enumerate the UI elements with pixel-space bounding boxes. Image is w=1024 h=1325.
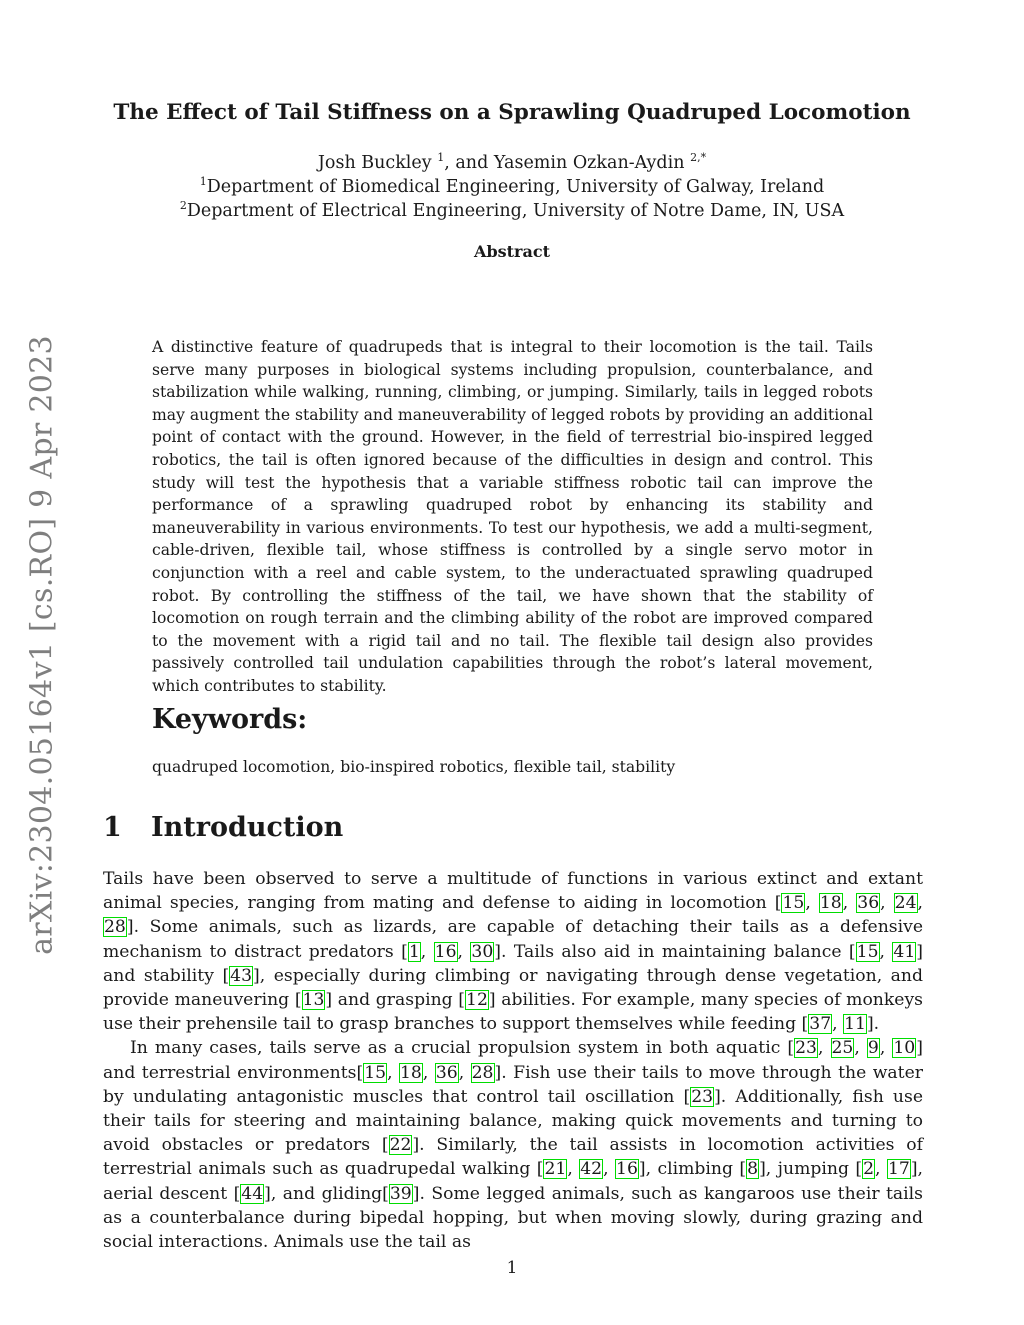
author-1-name: Josh Buckley [317,153,432,173]
intro-text-segment: , [422,1062,435,1083]
intro-text-segment: , [854,1038,867,1059]
citation-link[interactable]: 17 [887,1159,910,1180]
intro-text-segment: , [817,1038,831,1059]
citation-link[interactable]: 2 [863,1159,875,1180]
author-list [0,153,1024,173]
citation-link[interactable]: 11 [844,1014,866,1035]
intro-text-segment: ] and terrestrial environments[ [103,1038,923,1083]
citation-link[interactable]: 18 [819,893,842,914]
intro-text-segment: Tails have been observed to serve a multitude of functions in various extinct and extant animal species, ranging from mating and defense to aiding in locomotion [ [103,869,923,914]
citation-link[interactable]: 13 [302,990,325,1011]
intro-text-segment: , [567,1159,580,1180]
intro-text-segment: , [603,1159,616,1180]
affiliation-2-text: Department of Electrical Engineering, University of Notre Dame, IN, USA [186,201,845,221]
intro-text-segment: ] and stability [ [103,941,923,986]
citation-link[interactable]: 16 [434,941,457,962]
intro-text-segment: ], aerial descent [ [103,1159,923,1204]
intro-text-segment: , [457,941,471,962]
intro-text-segment: In many cases, tails serve as a crucial propulsion system in both aquatic [ [130,1038,795,1059]
citation-link[interactable]: 15 [364,1062,387,1083]
citation-link[interactable]: 1 [408,941,420,962]
citation-link[interactable]: 18 [400,1062,422,1083]
intro-text-segment: , [458,1062,471,1083]
intro-text-segment: ]. Fish use their tails to move through the water by undulating antagonistic muscles that control tail oscillation [ [103,1062,923,1107]
affiliation-2-mark: 2 [179,199,187,212]
introduction-body [103,867,923,1254]
citation-link[interactable]: 8 [747,1159,759,1180]
citation-link[interactable]: 16 [616,1159,638,1180]
intro-text-segment: , [879,1038,893,1059]
arxiv-identifier: arXiv:2304.05164v1 [cs.RO] 9 Apr 2023 [24,335,60,955]
citation-link[interactable]: 15 [856,941,879,962]
citation-link[interactable]: 24 [894,893,917,914]
citation-link[interactable]: 30 [471,941,494,962]
intro-text-segment: ], jumping [ [759,1159,863,1180]
citation-link[interactable]: 23 [691,1086,714,1107]
citation-link[interactable]: 28 [471,1062,494,1083]
intro-text-segment: ]. [866,1014,880,1035]
intro-text-segment: , [387,1062,399,1083]
section-number: 1 [103,812,122,843]
abstract-heading: Abstract [474,242,550,261]
intro-text-segment: ] and grasping [ [325,990,466,1011]
intro-text-segment: ] abilities. For example, many species of monkeys use their prehensile tail to grasp branches to support themselves while feeding [ [103,990,923,1035]
citation-link[interactable]: 28 [104,917,126,938]
citation-link[interactable]: 39 [389,1183,412,1204]
intro-text-segment: , [879,941,893,962]
intro-text-segment: ]. Some animals, such as lizards, are capable of detaching their tails as a defensive mechanism to distract predators [ [103,917,923,962]
affiliation-2 [0,201,1024,221]
citation-link[interactable]: 43 [230,965,253,986]
intro-text-segment: , [842,893,857,914]
citation-link[interactable]: 44 [241,1183,264,1204]
keywords-text: quadruped locomotion, bio-inspired robotics, flexible tail, stability [152,758,676,776]
intro-text-segment: ]. Additionally, fish use their tails for steering and maintaining balance, making quick movements and turning to avoid obstacles or predators [ [103,1086,923,1156]
paper-title: The Effect of Tail Stiffness on a Sprawling Quadruped Locomotion [113,100,911,125]
citation-link[interactable]: 23 [795,1038,817,1059]
intro-text-segment: ]. Tails also aid in maintaining balance [ [494,941,856,962]
author-2-name: Yasemin Ozkan-Aydin [493,153,685,173]
intro-paragraph-1 [103,867,923,1036]
citation-link[interactable]: 21 [544,1159,567,1180]
affiliation-1-mark: 1 [199,175,207,188]
keywords-heading: Keywords: [152,704,308,735]
author-separator: , and [444,153,494,173]
intro-text-segment: ], and gliding[ [264,1183,389,1204]
citation-link[interactable]: 25 [831,1038,854,1059]
citation-link[interactable]: 36 [435,1062,458,1083]
author-2-affiliation-mark: 2,* [690,151,707,164]
intro-paragraph-2 [103,1036,923,1254]
section-title: Introduction [151,812,344,843]
intro-text-segment: ], climbing [ [638,1159,747,1180]
citation-link[interactable]: 37 [809,1014,832,1035]
intro-text-segment: ]. Similarly, the tail assists in locomotion activities of terrestrial animals such as quadrupedal walking [ [103,1135,923,1180]
citation-link[interactable]: 42 [580,1159,603,1180]
citation-link[interactable]: 9 [867,1038,879,1059]
intro-text-segment: , [880,893,894,914]
citation-link[interactable]: 10 [893,1038,916,1059]
abstract-text: A distinctive feature of quadrupeds that is integral to their locomotion is the tail. Tails serve many purposes in biological systems including propulsion, counterbalance, and stabilization while walking, running, climbing, or jumping. Similarly, tails in legged robots may augment the stability and maneuverability of legged robots by providing an additional point of contact with the ground. However, in the field of terrestrial bio-inspired legged robotics, the tail is often ignored because of the difficulties in design and control. This study will test the hypothesis that a variable stiffness robotic tail can improve the performance of a sprawling quadruped robot by enhancing its stability and maneuverability in various environments. To test our hypothesis, we add a multi-segment, cable-driven, flexible tail, whose stiffness is controlled by a single servo motor in conjunction with a reel and cable system, to the underactuated sprawling quadruped robot. By controlling the stiffness of the tail, we have shown that the stability of locomotion on rough terrain and the climbing ability of the robot are improved compared to the movement with a rigid tail and no tail. The flexible tail design also provides passively controlled tail undulation capabilities through the robot’s lateral movement, which contributes to stability. [152,338,873,695]
citation-link[interactable]: 12 [466,990,488,1011]
citation-link[interactable]: 36 [857,893,880,914]
page-number: 1 [506,1258,518,1278]
intro-text-segment: ]. Some legged animals, such as kangaroos use their tails as a counterbalance during bipedal hopping, but when moving slowly, during grazing and social interactions. Animals use the tail as [103,1183,923,1253]
intro-text-segment: , [805,893,819,914]
intro-text-segment: , [420,941,434,962]
intro-text-segment: , [832,1014,844,1035]
affiliation-1-text: Department of Biomedical Engineering, University of Galway, Ireland [206,177,825,197]
intro-text-segment: , [875,1159,887,1180]
citation-link[interactable]: 41 [893,941,916,962]
citation-link[interactable]: 15 [782,893,805,914]
section-heading [103,812,343,843]
author-1-affiliation-mark: 1 [437,151,445,164]
citation-link[interactable]: 22 [389,1135,412,1156]
intro-text-segment: , [917,893,923,914]
intro-text-segment: ], especially during climbing or navigating through dense vegetation, and provide maneuvering [ [103,965,923,1011]
affiliation-1 [0,177,1024,197]
